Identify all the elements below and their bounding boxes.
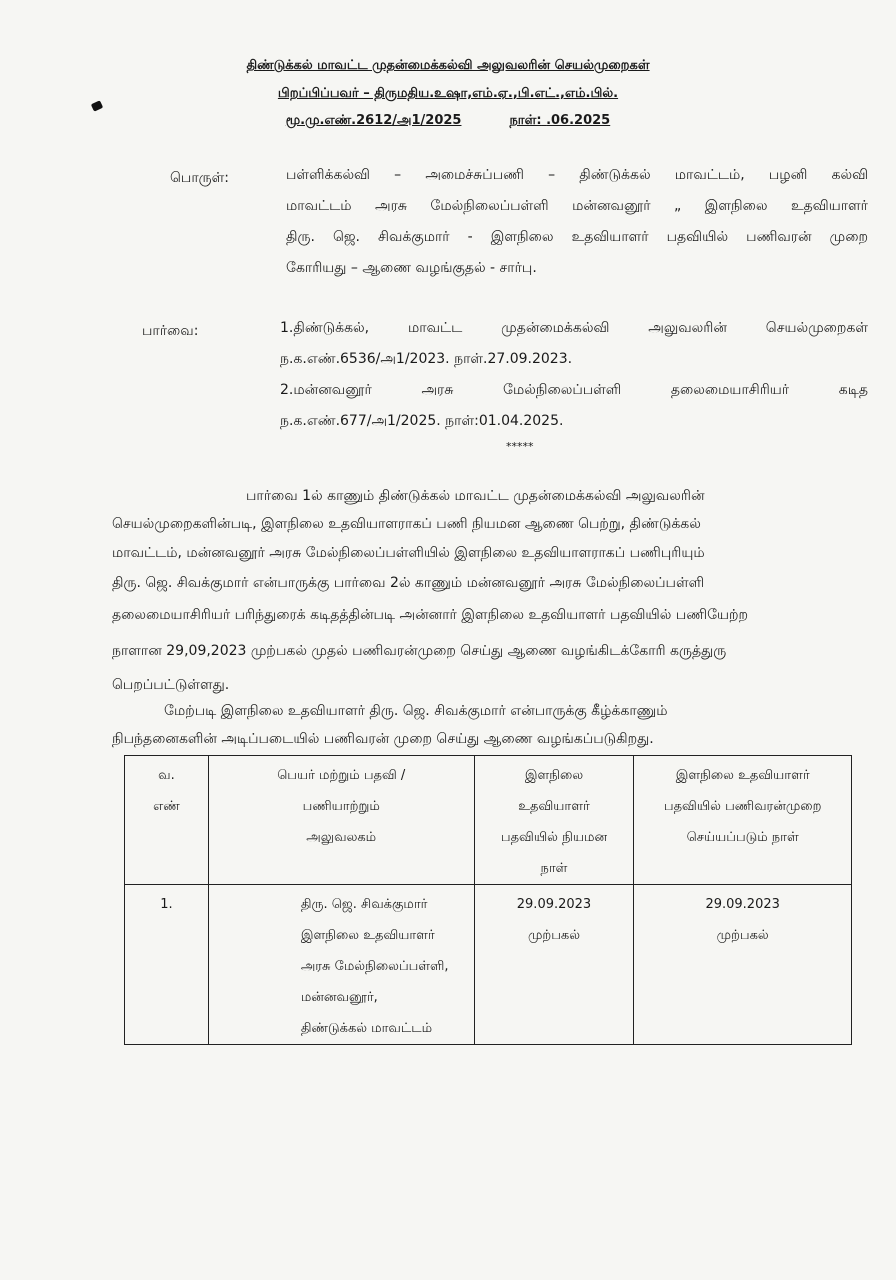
reference-number: மூ.மு.எண்.2612/அ1/2025 bbox=[285, 113, 462, 128]
reference-number-line bbox=[0, 113, 896, 129]
header-text: பெயர் மற்றும் பதவி / bbox=[277, 768, 406, 783]
cell-regularisation-date bbox=[634, 885, 852, 1045]
cell-text: திரு. ஜெ. சிவக்குமார் bbox=[300, 897, 428, 912]
cell-text: மன்னவனூர், bbox=[300, 990, 378, 1005]
cell-text: இளநிலை உதவியாளர் bbox=[300, 928, 435, 943]
header-regularisation-date bbox=[634, 756, 852, 885]
header-text: உதவியாளர் bbox=[518, 799, 590, 814]
header-text: இளநிலை bbox=[524, 768, 584, 783]
header-text: பதவியில் நியமன bbox=[500, 830, 608, 845]
body-line: பார்வை 1ல் காணும் திண்டுக்கல் மாவட்ட முதன்மைக்கல்வி அலுவலரின் bbox=[246, 488, 705, 504]
date-label: நாள்: bbox=[509, 113, 542, 128]
cell-text: 29.09.2023 bbox=[705, 897, 780, 912]
body-line: மாவட்டம், மன்னவனூர் அரசு மேல்நிலைப்பள்ளியில் இளநிலை உதவியாளராகப் பணிபுரியும் bbox=[112, 545, 705, 561]
reference-line: 2.மன்னவனூர் அரசு மேல்நிலைப்பள்ளி தலைமையாசிரியர் கடித bbox=[280, 382, 868, 398]
header-text: அலுவலகம் bbox=[306, 830, 377, 845]
header-text: வ. bbox=[158, 768, 175, 783]
reference-line: 1.திண்டுக்கல், மாவட்ட முதன்மைக்கல்வி அலுவலரின் செயல்முறைகள் bbox=[280, 320, 868, 336]
subject-line: திரு. ஜெ. சிவக்குமார் - இளநிலை உதவியாளர் பதவியில் பணிவரன் முறை bbox=[286, 229, 868, 245]
cell-text: முற்பகல் bbox=[716, 928, 769, 943]
separator: ***** bbox=[506, 440, 534, 453]
table-header-row bbox=[125, 756, 852, 885]
office-heading: திண்டுக்கல் மாவட்ட முதன்மைக்கல்வி அலுவலரின் செயல்முறைகள் bbox=[246, 58, 650, 73]
subject-label: பொருள்: bbox=[170, 170, 229, 186]
cell-text: திண்டுக்கல் மாவட்டம் bbox=[300, 1021, 433, 1036]
body-line: நிபந்தனைகளின் அடிப்படையில் பணிவரன் முறை செய்து ஆணை வழங்கப்படுகிறது. bbox=[112, 731, 654, 747]
table-row bbox=[125, 885, 852, 1045]
cell-text: அரசு மேல்நிலைப்பள்ளி, bbox=[300, 959, 449, 974]
cell-name bbox=[208, 885, 474, 1045]
subject-line: பள்ளிக்கல்வி – அமைச்சுப்பணி – திண்டுக்கல் மாவட்டம், பழனி கல்வி bbox=[286, 167, 868, 183]
header-text: நாள் bbox=[540, 861, 568, 876]
body-line: செயல்முறைகளின்படி, இளநிலை உதவியாளராகப் பணி நியமன ஆணை பெற்று, திண்டுக்கல் bbox=[112, 516, 701, 532]
body-line: திரு. ஜெ. சிவக்குமார் என்பாருக்கு பார்வை 2ல் காணும் மன்னவனூர் அரசு மேல்நிலைப்பள்ளி bbox=[112, 575, 705, 591]
reference-line: ந.க.எண்.6536/அ1/2023. நாள்.27.09.2023. bbox=[280, 351, 573, 367]
body-line: தலைமையாசிரியர் பரிந்துரைக் கடிதத்தின்படி அன்னார் இளநிலை உதவியாளர் பதவியில் பணியேற்ற bbox=[112, 607, 749, 623]
body-line: பெறப்பட்டுள்ளது. bbox=[112, 677, 230, 693]
reference-line: ந.க.எண்.677/அ1/2025. நாள்:01.04.2025. bbox=[280, 413, 564, 429]
header-appointment-date bbox=[474, 756, 634, 885]
cell-serial bbox=[125, 885, 209, 1045]
reference-label: பார்வை: bbox=[142, 323, 199, 339]
body-line: நாளான 29,09,2023 முற்பகல் முதல் பணிவரன்முறை செய்து ஆணை வழங்கிடக்கோரி கருத்துரு bbox=[112, 643, 727, 659]
regularisation-table bbox=[124, 755, 852, 1045]
header-text: செய்யப்படும் நாள் bbox=[686, 830, 799, 845]
header-text: எண் bbox=[153, 799, 180, 814]
header-text: இளநிலை உதவியாளர் bbox=[675, 768, 810, 783]
header-name bbox=[208, 756, 474, 885]
reference-text bbox=[280, 313, 868, 437]
cell-text: 1. bbox=[160, 897, 173, 912]
cell-appointment-date bbox=[474, 885, 634, 1045]
header-text: பணியாற்றும் bbox=[302, 799, 380, 814]
cell-text: முற்பகல் bbox=[527, 928, 581, 943]
subject-line: கோரியது – ஆணை வழங்குதல் - சார்பு. bbox=[286, 260, 537, 276]
cell-text: 29.09.2023 bbox=[516, 897, 592, 912]
body-line: மேற்படி இளநிலை உதவியாளர் திரு. ஜெ. சிவக்குமார் என்பாருக்கு கீழ்க்காணும் bbox=[164, 703, 668, 719]
issuer-line: பிறப்பிப்பவர் – திருமதிய.உஷா,எம்.ஏ.,பி.எட்.,எம்.பில். bbox=[277, 86, 619, 101]
date-value: .06.2025 bbox=[546, 113, 611, 128]
subject-text bbox=[286, 160, 868, 284]
header-text: பதவியில் பணிவரன்முறை bbox=[663, 799, 822, 814]
subject-line: மாவட்டம் அரசு மேல்நிலைப்பள்ளி மன்னவனூர் „ இளநிலை உதவியாளர் bbox=[286, 198, 868, 214]
header-serial bbox=[125, 756, 209, 885]
